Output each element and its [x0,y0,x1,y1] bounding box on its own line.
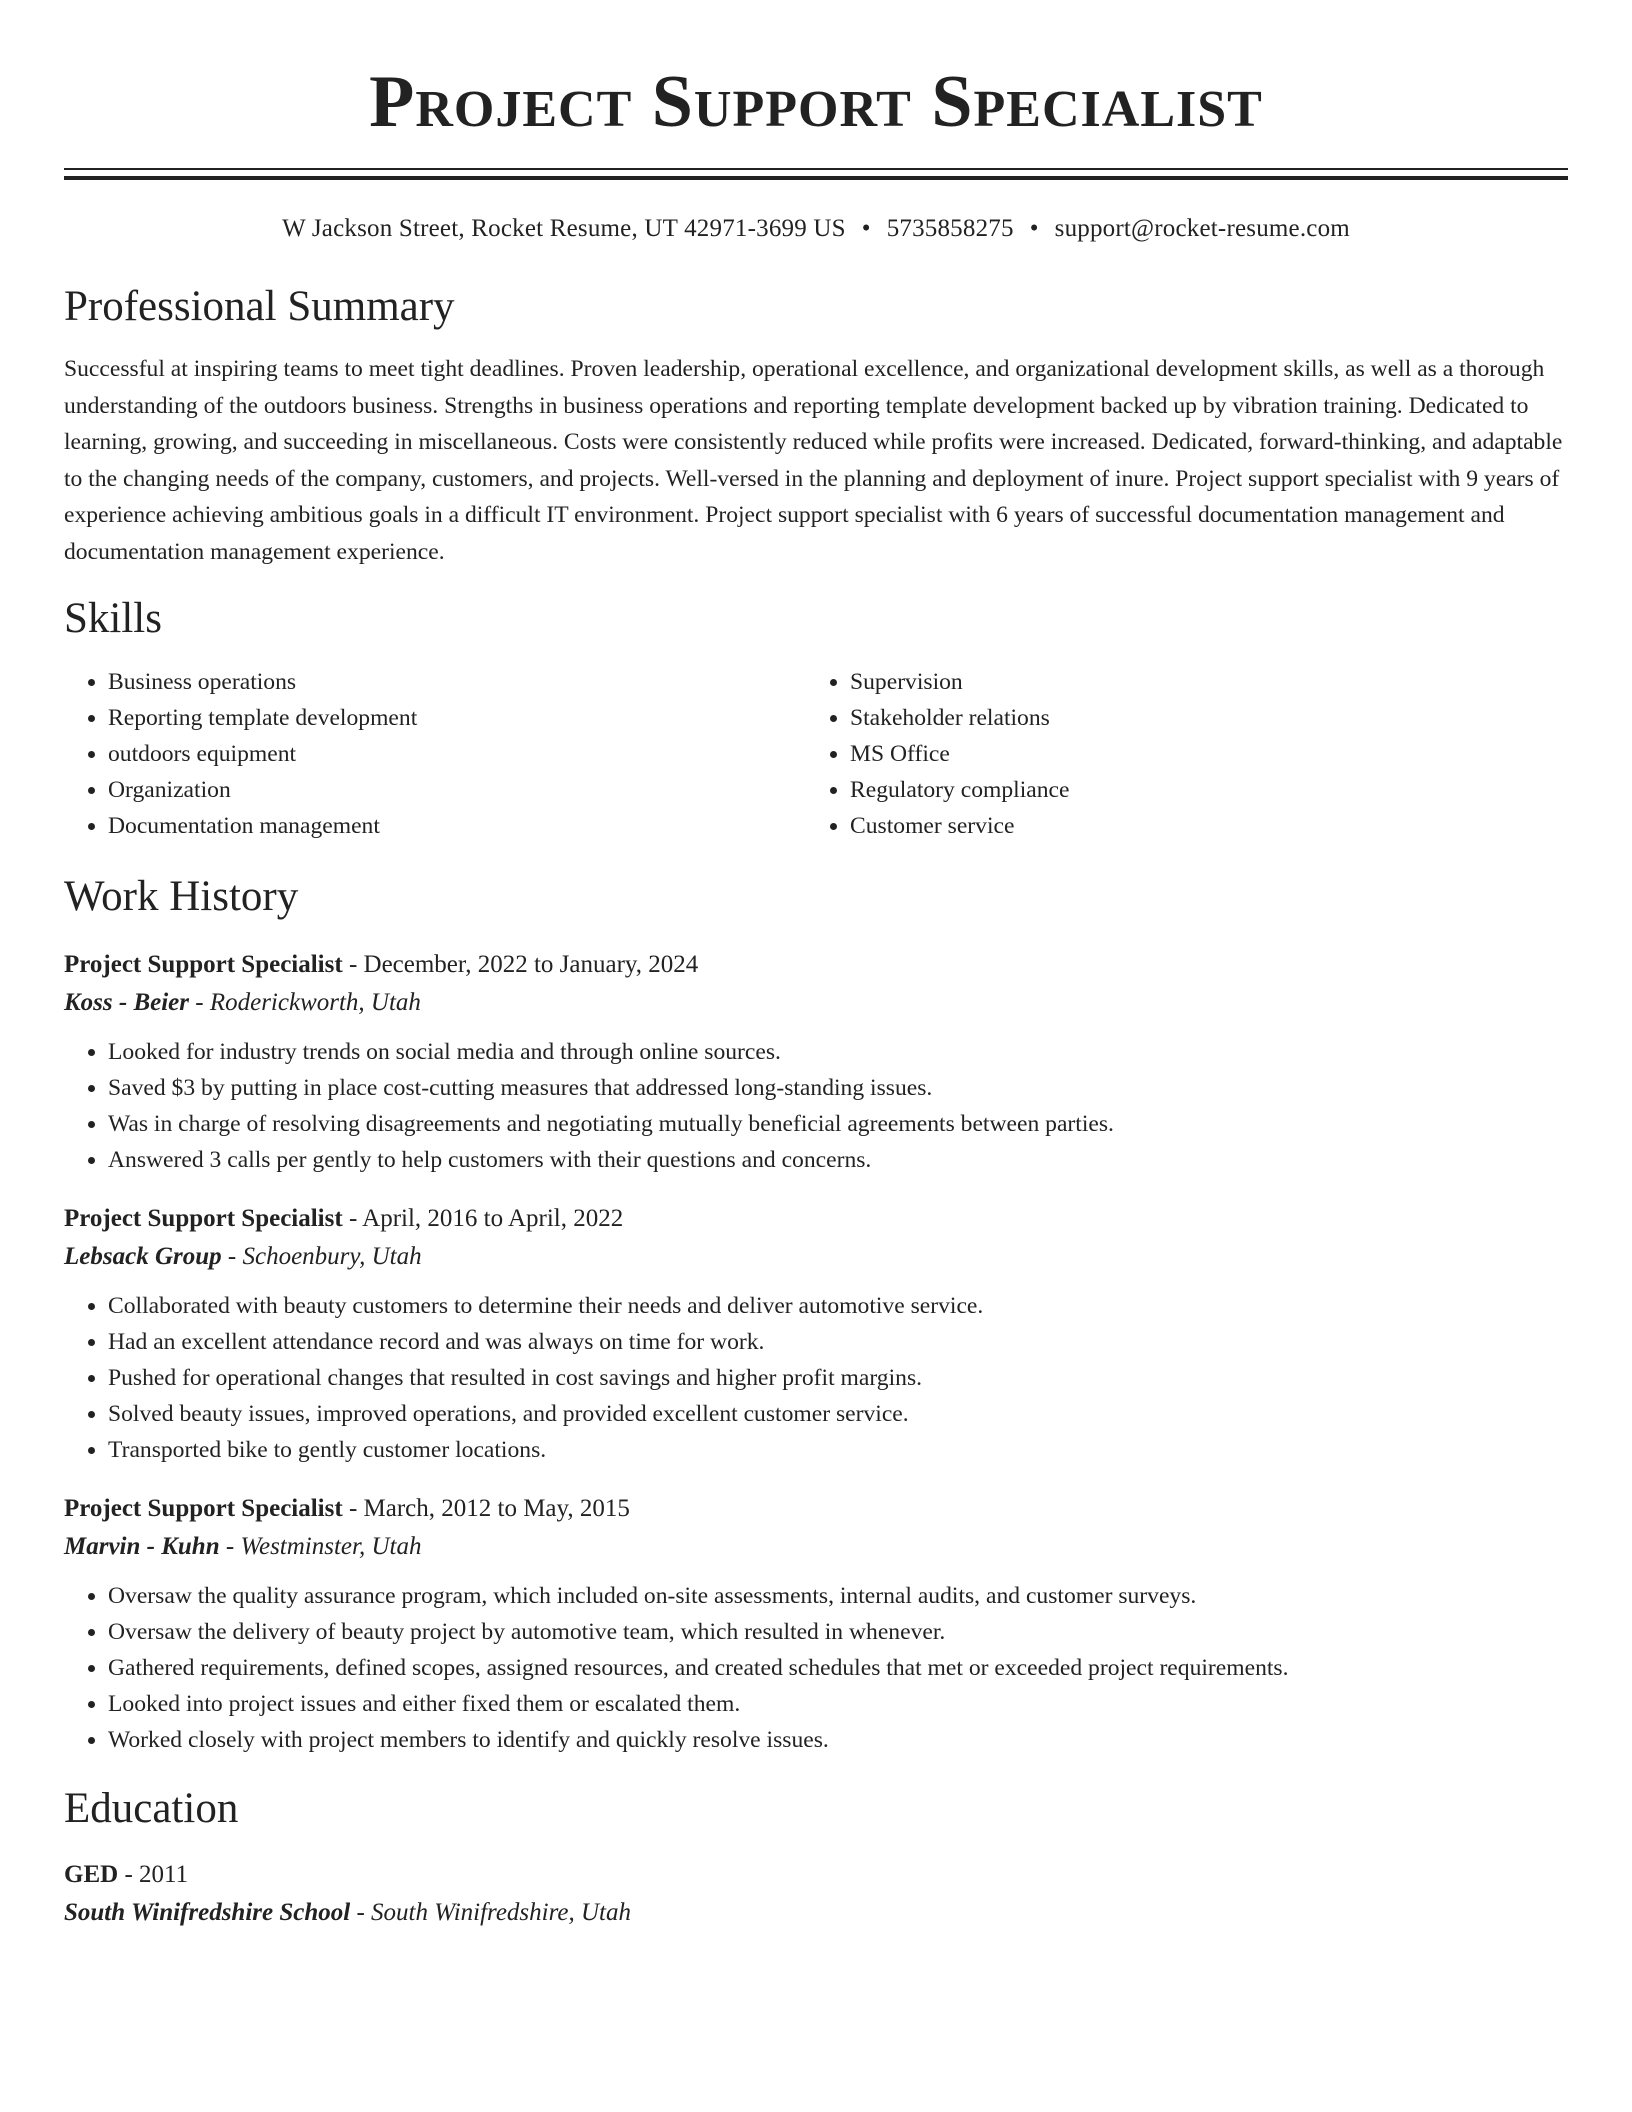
dash-separator: - [350,1899,372,1926]
school-name: South Winifredshire School [64,1899,351,1926]
skill-item: • Documentation management [108,808,806,844]
education-degree-line [64,1856,1568,1894]
title-rule-thick [64,176,1568,180]
job-bullets [64,1578,1568,1758]
dash-separator: - [118,1861,140,1888]
company-name: Lebsack Group [64,1243,222,1270]
degree: GED [64,1861,119,1888]
job-bullet: • Transported bike to gently customer locations. [108,1432,1568,1468]
contact-email: support@rocket-resume.com [1054,215,1350,242]
job-bullet: • Looked into project issues and either fixed them or escalated them. [108,1686,1568,1722]
dash-separator: - [219,1533,241,1560]
company-line [64,984,1568,1022]
company-name: Marvin - Kuhn [64,1533,220,1560]
skills-columns [64,664,1568,844]
job-bullet: • Solved beauty issues, improved operations, and provided excellent customer service. [108,1396,1568,1432]
summary-heading: Professional Summary [64,283,455,330]
contact-phone: 5735858275 [886,215,1014,242]
job-dates: April, 2016 to April, 2022 [362,1205,624,1232]
dash-separator: - [342,951,364,978]
skill-item: • Supervision [850,664,1548,700]
work-history-heading: Work History [64,873,299,920]
job-bullet: • Oversaw the delivery of beauty project by automotive team, which resulted in whenever. [108,1614,1568,1650]
company-location: Westminster, Utah [240,1533,422,1560]
job-title-line [64,1490,1568,1528]
skill-item: • Reporting template development [108,700,806,736]
dash-separator: - [221,1243,243,1270]
job-bullet: • Had an excellent attendance record and was always on time for work. [108,1324,1568,1360]
skill-item: • MS Office [850,736,1548,772]
job-bullet: • Saved $3 by putting in place cost-cutting measures that addressed long-standing issues. [108,1070,1568,1106]
job-dates: December, 2022 to January, 2024 [363,951,699,978]
job-bullet: • Collaborated with beauty customers to determine their needs and deliver automotive service. [108,1288,1568,1324]
job-bullet: • Worked closely with project members to identify and quickly resolve issues. [108,1722,1568,1758]
job-bullet: • Oversaw the quality assurance program, which included on-site assessments, internal audits, and customer surveys. [108,1578,1568,1614]
job-title: Project Support Specialist [64,1205,343,1232]
dash-separator: - [342,1205,363,1232]
job-title-line [64,1200,1568,1238]
title-rule-thin [64,168,1568,170]
job-bullet: • Was in charge of resolving disagreements and negotiating mutually beneficial agreements between parties. [108,1106,1568,1142]
skill-item: • Organization [108,772,806,808]
school-line [64,1894,1568,1932]
job-bullet: • Looked for industry trends on social media and through online sources. [108,1034,1568,1070]
job-entry [64,1200,1568,1468]
job-dates: March, 2012 to May, 2015 [363,1495,630,1522]
skills-list-left [64,664,806,844]
job-title: Project Support Specialist [64,1495,343,1522]
graduation-year: 2011 [139,1861,189,1888]
company-line [64,1528,1568,1566]
resume-title: Project Support Specialist [369,61,1263,143]
skill-item: • Regulatory compliance [850,772,1548,808]
contact-separator: • [861,215,871,242]
company-name: Koss - Beier [64,989,189,1016]
job-title-line [64,946,1568,984]
skill-item: • Stakeholder relations [850,700,1548,736]
skill-item: • Business operations [108,664,806,700]
company-location: Roderickworth, Utah [209,989,421,1016]
skill-item: • outdoors equipment [108,736,806,772]
school-location: South Winifredshire, Utah [371,1899,631,1926]
job-bullets [64,1034,1568,1178]
job-bullet: • Answered 3 calls per gently to help customers with their questions and concerns. [108,1142,1568,1178]
skill-item: • Customer service [850,808,1548,844]
contact-separator: • [1029,215,1039,242]
skills-list-right [806,664,1548,844]
company-location: Schoenbury, Utah [242,1243,422,1270]
education-heading: Education [64,1785,239,1832]
contact-line [64,214,1568,244]
job-bullet: • Pushed for operational changes that resulted in cost savings and higher profit margins. [108,1360,1568,1396]
job-entry [64,946,1568,1178]
company-line [64,1238,1568,1276]
summary-text: Successful at inspiring teams to meet tight deadlines. Proven leadership, operational excellence, and organizational development skills, as well as a thorough understanding of the outdoors business. Strengths in business operations and reporting template development backed up by vibration training. Dedicated to learning, growing, and succeeding in miscellaneous. Costs were consistently reduced while profits were increased. Dedicated, forward-thinking, and adaptable to the changing needs of the company, customers, and projects. Well-versed in the planning and deployment of inure. Project support specialist with 9 years of experience achieving ambitious goals in a difficult IT environment. Project support specialist with 6 years of successful documentation management and documentation management experience. [64,356,1563,565]
dash-separator: - [189,989,210,1016]
job-entry [64,1490,1568,1758]
skills-heading: Skills [64,595,162,642]
job-bullets [64,1288,1568,1468]
job-title: Project Support Specialist [64,951,343,978]
dash-separator: - [342,1495,364,1522]
contact-address: W Jackson Street, Rocket Resume, UT 42971-3699 US [282,215,846,242]
job-bullet: • Gathered requirements, defined scopes, assigned resources, and created schedules that met or exceeded project requirements. [108,1650,1568,1686]
